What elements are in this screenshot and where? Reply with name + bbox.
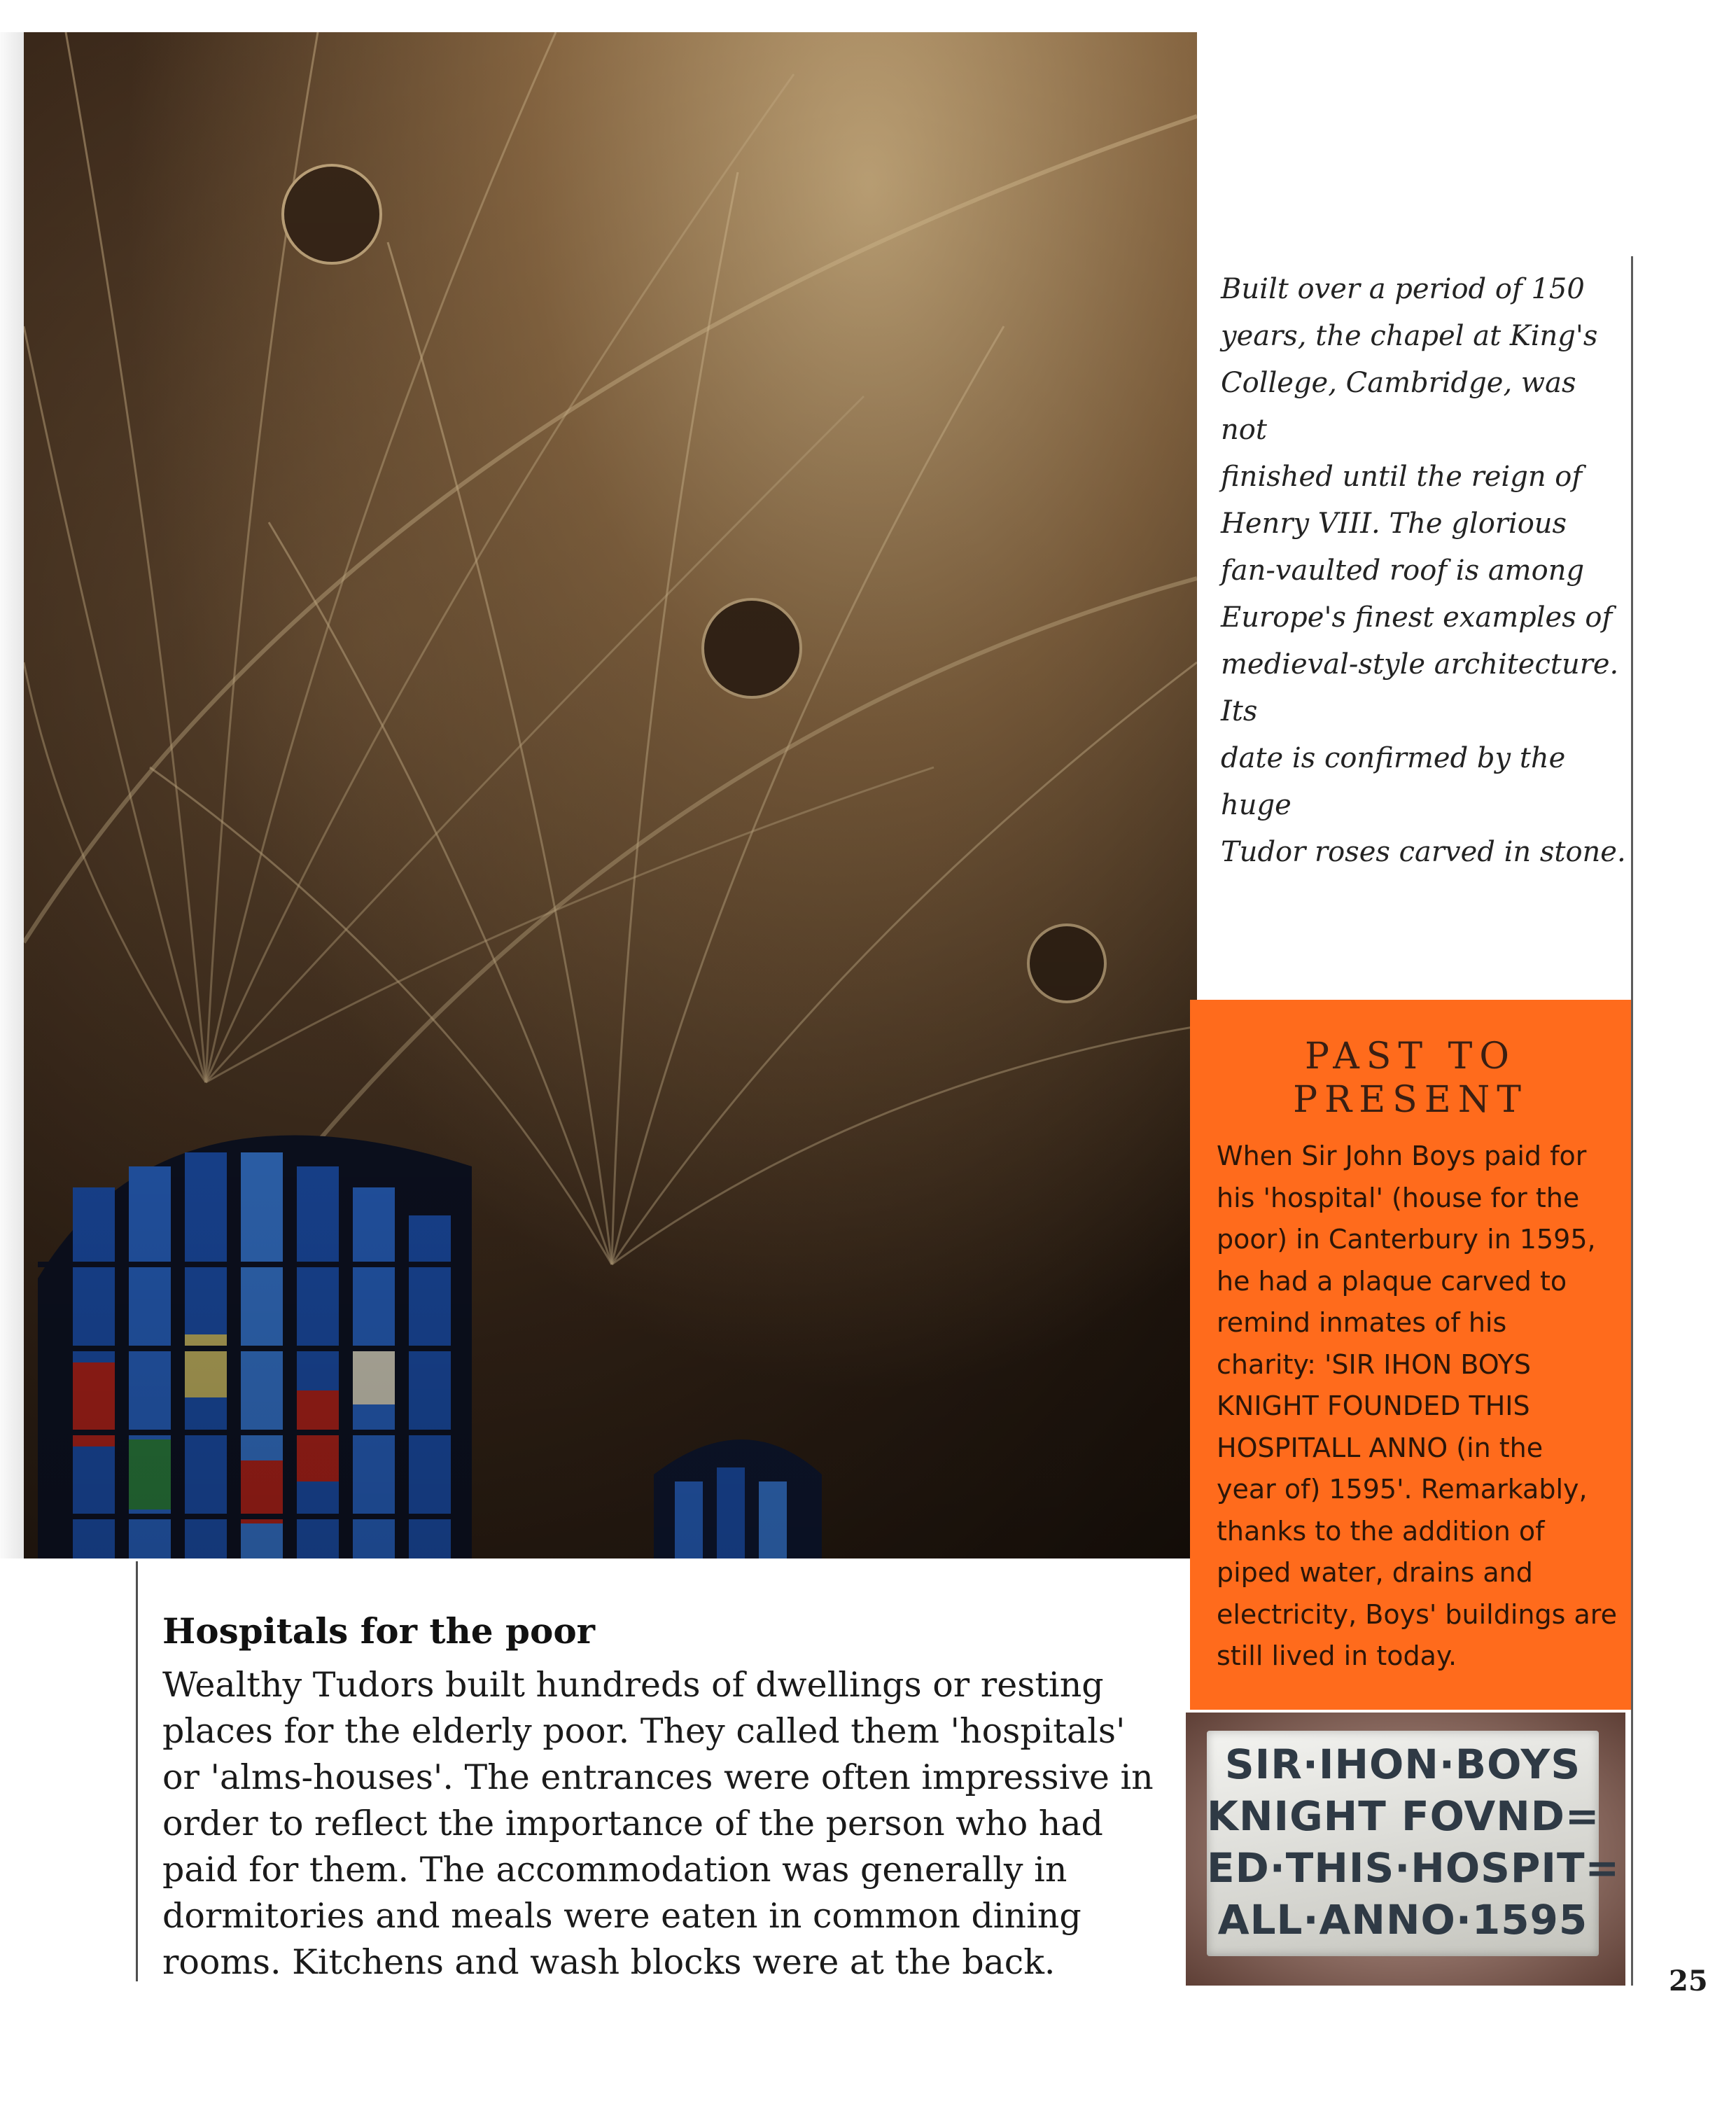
plaque-inscription-line: KNIGHT FOVND= <box>1207 1792 1600 1840</box>
caption-line: medieval-style architecture. Its <box>1221 648 1619 727</box>
caption-line: fan-vaulted roof is among <box>1221 555 1585 587</box>
article-line: Wealthy Tudors built hundreds of dwellings or resting <box>162 1665 1104 1705</box>
fan-vault-ceiling-photo <box>24 32 1197 1558</box>
sidebar-line: year of) 1595'. Remarkably, <box>1217 1474 1588 1505</box>
sidebar-line: his 'hospital' (house for the <box>1217 1182 1580 1213</box>
sidebar-line: When Sir John Boys paid for <box>1217 1141 1587 1171</box>
sidebar-line: thanks to the addition of <box>1217 1515 1545 1547</box>
caption-line: College, Cambridge, was not <box>1221 367 1576 446</box>
caption-line: years, the chapel at King's <box>1221 320 1598 352</box>
stone-plaque-photo <box>1186 1713 1625 1986</box>
sidebar-line: HOSPITALL ANNO (in the <box>1217 1432 1544 1463</box>
past-to-present-text <box>1217 1136 1620 1678</box>
sidebar-line: charity: 'SIR IHON BOYS <box>1217 1348 1531 1380</box>
caption-line: Tudor roses carved in stone. <box>1221 836 1626 868</box>
sidebar-line: KNIGHT FOUNDED THIS <box>1217 1390 1530 1421</box>
page-edge <box>0 32 24 1558</box>
caption-line: Europe's finest examples of <box>1221 601 1613 634</box>
sidebar-line: he had a plaque carved to <box>1217 1265 1567 1297</box>
photo-caption <box>1221 266 1627 876</box>
article-line: places for the elderly poor. They called them 'hospitals' <box>162 1711 1126 1751</box>
article-divider <box>136 1561 138 1981</box>
past-to-present-title <box>1190 1035 1631 1122</box>
caption-line: finished until the reign of <box>1221 461 1583 493</box>
plaque-inscription-line: ALL·ANNO·1595 <box>1217 1896 1588 1944</box>
plaque-stone <box>1207 1731 1620 1956</box>
title-line: PAST TO <box>1305 1035 1516 1078</box>
page-number: 25 <box>1669 1965 1708 1997</box>
caption-line: date is confirmed by the huge <box>1221 742 1566 821</box>
sidebar-line: poor) in Canterbury in 1595, <box>1217 1224 1596 1255</box>
sidebar-line: still lived in today. <box>1217 1640 1457 1671</box>
plaque-inscription-line: SIR·IHON·BOYS <box>1224 1741 1581 1788</box>
article-line: or 'alms-houses'. The entrances were often impressive in <box>162 1757 1154 1797</box>
article-heading: Hospitals for the poor <box>162 1610 596 1652</box>
caption-line: Henry VIII. The glorious <box>1221 508 1567 540</box>
plaque-inscription-line: ED·THIS·HOSPIT= <box>1207 1844 1620 1892</box>
article-line: paid for them. The accommodation was generally in <box>162 1850 1068 1890</box>
caption-line: Built over a period of 150 <box>1221 273 1585 305</box>
sidebar-line: piped water, drains and <box>1217 1557 1533 1588</box>
article-line: dormitories and meals were eaten in common dining <box>162 1896 1082 1936</box>
title-line: PRESENT <box>1293 1079 1528 1121</box>
article-line: order to reflect the importance of the person who had <box>162 1804 1103 1843</box>
article-line: rooms. Kitchens and wash blocks were at the back. <box>162 1942 1056 1982</box>
sidebar-line: electricity, Boys' buildings are <box>1217 1598 1617 1630</box>
caption-divider <box>1631 256 1633 1986</box>
article-body <box>162 1662 1170 1986</box>
sidebar-line: remind inmates of his <box>1217 1307 1507 1338</box>
